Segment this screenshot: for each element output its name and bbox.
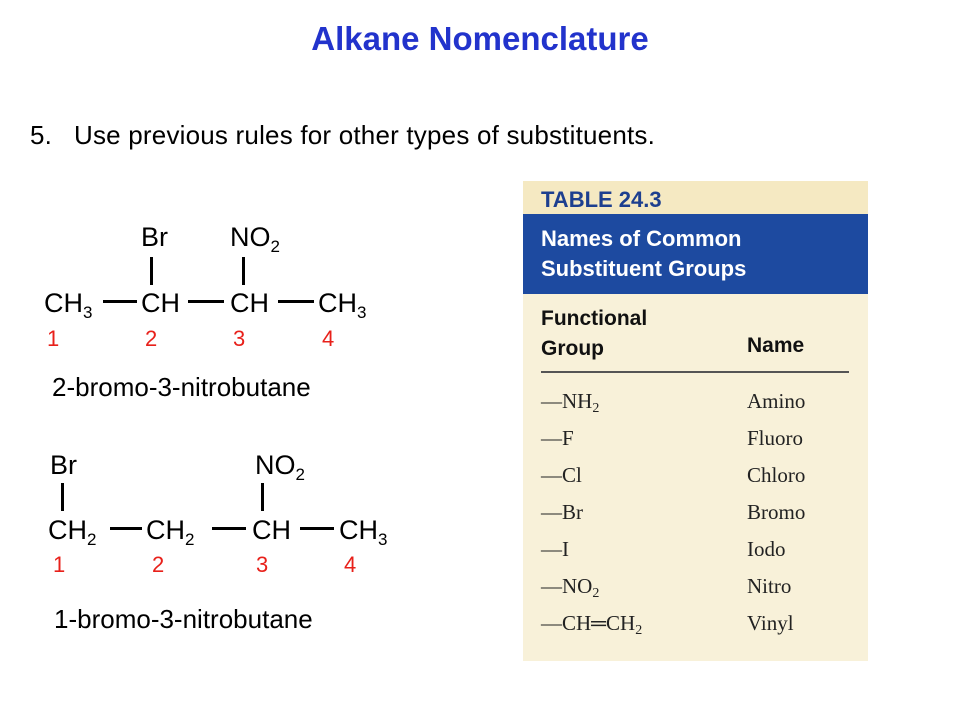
substituent-br: Br [50,450,77,480]
substituent-name: Fluoro [747,426,804,450]
carbon-number: 3 [256,552,269,577]
functional-group: —Cl [541,463,582,487]
table-row [541,426,861,463]
substituent-br: Br [141,222,168,252]
substituent-name: Chloro [747,463,806,487]
substituent-no2: $NO_2$ [230,222,280,256]
bond-horizontal [110,527,142,530]
molecule-name: 1-bromo-3-nitrobutane [54,604,313,634]
chain-group-2: CH [141,288,180,318]
substituent-name: Bromo [747,500,806,524]
chain-group-4: $CH_3$ [318,288,367,322]
carbon-number: 1 [47,326,60,351]
substituent-no2: $NO_2$ [255,450,305,484]
table-row [541,463,861,500]
functional-group: $—NH_2$ [541,389,600,416]
chain-group-3: CH [252,515,291,545]
table-heading-bar [523,214,868,294]
bond-vertical [242,257,245,285]
carbon-number: 2 [152,552,165,577]
column-header-name: Name [747,334,805,357]
chain-group-2: $CH_2$ [146,515,195,549]
carbon-number: 2 [145,326,158,351]
bond-horizontal [278,300,314,303]
table-row [541,500,861,537]
carbon-number: 4 [344,552,357,577]
table-row [541,611,861,648]
slide-title: Alkane Nomenclature [311,20,649,57]
bond-vertical [261,483,264,511]
column-header-group: Functional Group [541,307,648,360]
carbon-number: 4 [322,326,335,351]
functional-group: —F [541,426,574,450]
functional-group: $—CH═CH_2$ [541,611,643,638]
table-heading: Names of Common Substituent Groups [541,226,747,281]
chain-group-1: $CH_3$ [44,288,93,322]
table-row [541,574,861,611]
chain-group-3: CH [230,288,269,318]
bond-horizontal [212,527,246,530]
bond-vertical [61,483,64,511]
carbon-number: 3 [233,326,246,351]
table-divider [541,371,849,373]
table-row [541,537,861,574]
functional-group: —I [541,537,569,561]
substituent-name: Iodo [747,537,786,561]
carbon-number: 1 [53,552,66,577]
rule-number: 5. [30,120,53,150]
table-label: TABLE 24.3 [541,187,662,212]
table-row [541,389,861,426]
substituent-name: Nitro [747,574,792,598]
bond-vertical [150,257,153,285]
chain-group-4: $CH_3$ [339,515,388,549]
functional-group: $—NO_2$ [541,574,600,601]
table-body [541,389,861,648]
substituent-table [523,181,868,661]
substituent-name: Amino [747,389,806,413]
molecule-name: 2-bromo-3-nitrobutane [52,372,311,402]
chain-group-1: $CH_2$ [48,515,97,549]
rule-line [30,120,655,151]
bond-horizontal [103,300,137,303]
bond-horizontal [300,527,334,530]
rule-text: Use previous rules for other types of substituents. [74,120,656,150]
substituent-name: Vinyl [747,611,794,635]
functional-group: —Br [541,500,583,524]
bond-horizontal [188,300,224,303]
